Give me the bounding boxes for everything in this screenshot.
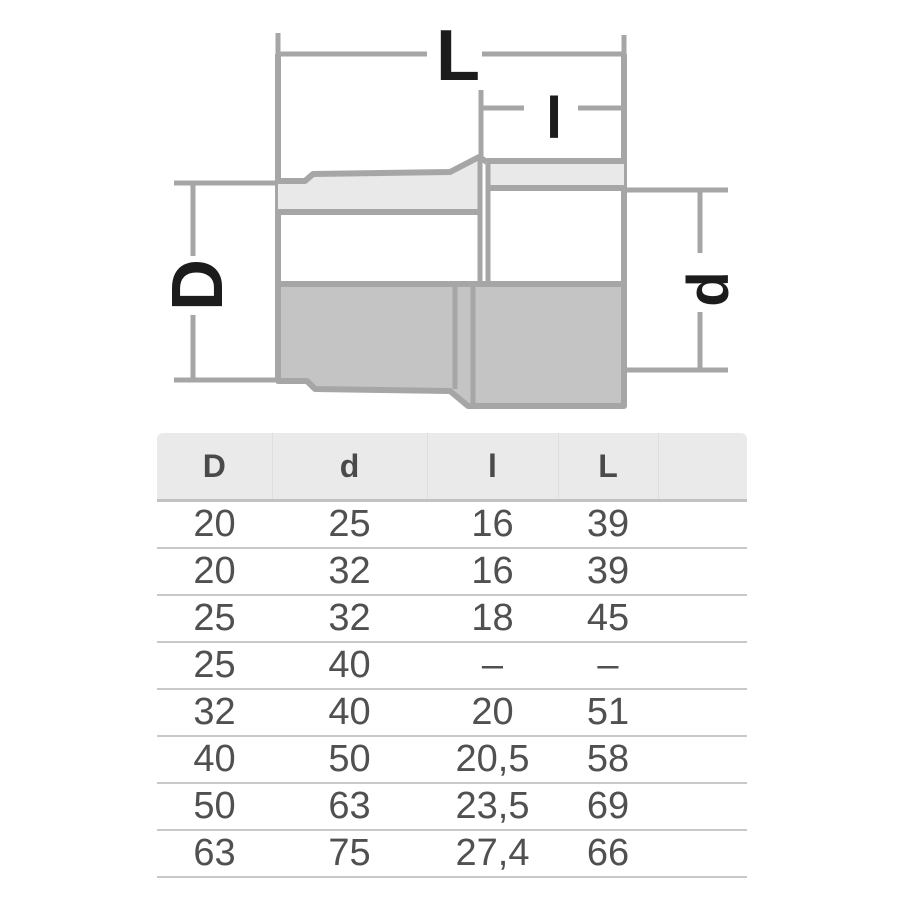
table-cell: 16 — [427, 501, 558, 549]
table-cell-filler — [658, 783, 747, 830]
table-cell: 25 — [272, 501, 427, 549]
table-cell: 63 — [272, 783, 427, 830]
table-row — [157, 548, 747, 595]
table-cell-filler — [658, 548, 747, 595]
table-cell: 20,5 — [427, 736, 558, 783]
table-cell: 32 — [272, 548, 427, 595]
table-cell: 16 — [427, 548, 558, 595]
dim-label-d: d — [676, 271, 741, 307]
table-cell: 45 — [558, 595, 658, 642]
table-cell: 40 — [157, 736, 272, 783]
table-row — [157, 830, 747, 877]
table-cell: 75 — [272, 830, 427, 877]
table-cell-filler — [658, 689, 747, 736]
dim-label-D: D — [158, 259, 238, 311]
dim-label-L: L — [436, 16, 480, 96]
table-cell: 39 — [558, 501, 658, 549]
table-cell-filler — [658, 595, 747, 642]
reducer-fitting-diagram — [0, 0, 900, 432]
table-row — [157, 689, 747, 736]
column-header-l: l — [427, 433, 558, 501]
table-cell: 50 — [157, 783, 272, 830]
body-bottom-half — [278, 284, 624, 406]
internal-shoulder — [480, 158, 488, 283]
table-cell: 50 — [272, 736, 427, 783]
dimension-table — [157, 433, 747, 878]
table-cell: 63 — [157, 830, 272, 877]
column-header-filler — [658, 433, 747, 501]
table-cell: 51 — [558, 689, 658, 736]
table-cell: 25 — [157, 595, 272, 642]
table-cell-filler — [658, 830, 747, 877]
column-header-D: D — [157, 433, 272, 501]
table-cell: 32 — [157, 689, 272, 736]
column-header-L: L — [558, 433, 658, 501]
table-cell: 25 — [157, 642, 272, 689]
column-header-d: d — [272, 433, 427, 501]
table-cell: 32 — [272, 595, 427, 642]
table-cell: 20 — [427, 689, 558, 736]
table-row — [157, 736, 747, 783]
table-cell: 69 — [558, 783, 658, 830]
dimension-table-grid — [157, 433, 747, 878]
table-cell: – — [558, 642, 658, 689]
dim-label-l: l — [545, 86, 563, 151]
table-cell: 39 — [558, 548, 658, 595]
table-cell: 58 — [558, 736, 658, 783]
table-row — [157, 642, 747, 689]
table-cell: 27,4 — [427, 830, 558, 877]
section-wall-left — [278, 157, 481, 212]
table-cell-filler — [658, 642, 747, 689]
table-cell: 20 — [157, 548, 272, 595]
table-cell: 23,5 — [427, 783, 558, 830]
table-header-row — [157, 433, 747, 501]
table-cell: 66 — [558, 830, 658, 877]
table-cell: – — [427, 642, 558, 689]
table-row — [157, 783, 747, 830]
table-cell: 40 — [272, 642, 427, 689]
table-row — [157, 501, 747, 549]
table-cell: 18 — [427, 595, 558, 642]
section-wall-right — [487, 161, 624, 188]
table-cell: 20 — [157, 501, 272, 549]
table-cell-filler — [658, 501, 747, 549]
table-row — [157, 595, 747, 642]
table-cell: 40 — [272, 689, 427, 736]
table-cell-filler — [658, 736, 747, 783]
